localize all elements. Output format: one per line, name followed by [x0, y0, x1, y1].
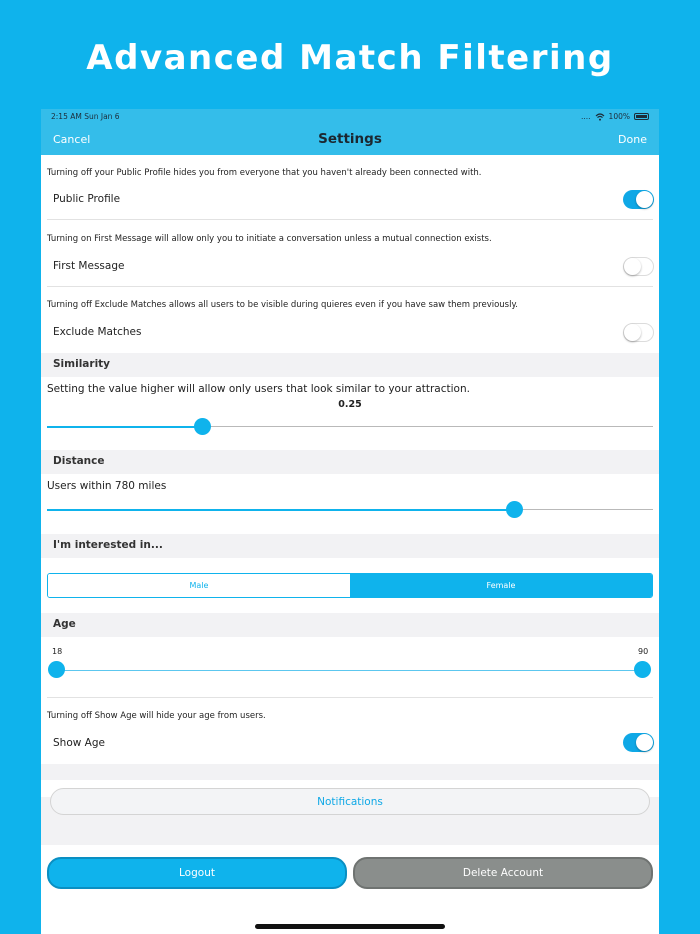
status-right	[581, 112, 649, 121]
divider	[47, 219, 653, 220]
exclude-matches-description: Turning off Exclude Matches allows all users to be visible during quieres even if you have saw them previously.	[47, 300, 518, 310]
toggle-knob	[624, 324, 641, 341]
notifications-button[interactable]: Notifications	[50, 788, 650, 815]
show-age-description: Turning off Show Age will hide your age from users.	[47, 711, 266, 721]
interested-header: I'm interested in...	[53, 539, 163, 551]
spacer	[41, 823, 659, 845]
public-profile-toggle[interactable]	[623, 190, 654, 209]
spacer	[41, 845, 659, 855]
segment-female[interactable]: Female	[350, 574, 652, 597]
similarity-slider-thumb[interactable]	[194, 418, 211, 435]
age-header: Age	[53, 618, 76, 630]
age-min-thumb[interactable]	[48, 661, 65, 678]
status-time: 2:15 AM Sun Jan 6	[51, 112, 120, 121]
delete-account-button[interactable]: Delete Account	[353, 857, 653, 889]
spacer	[41, 764, 659, 780]
first-message-label: First Message	[53, 260, 125, 272]
gender-segmented-control	[47, 573, 653, 598]
similarity-description: Setting the value higher will allow only users that look similar to your attraction.	[47, 383, 470, 395]
wifi-icon	[595, 113, 605, 121]
show-age-toggle[interactable]	[623, 733, 654, 752]
interested-section-header	[41, 534, 659, 558]
first-message-description: Turning on First Message will allow only you to initiate a conversation unless a mutual connection exists.	[47, 234, 492, 244]
age-max-thumb[interactable]	[634, 661, 651, 678]
distance-slider-thumb[interactable]	[506, 501, 523, 518]
divider	[47, 697, 653, 698]
page-title: Settings	[318, 131, 382, 147]
done-button[interactable]: Done	[618, 133, 647, 146]
segment-male[interactable]: Male	[48, 574, 350, 597]
toggle-knob	[624, 258, 641, 275]
cancel-button[interactable]: Cancel	[53, 133, 91, 146]
distance-track	[515, 509, 653, 510]
toggle-knob	[636, 191, 653, 208]
age-min-label: 18	[52, 647, 63, 656]
settings-screen	[41, 109, 659, 934]
nav-bar	[41, 126, 659, 155]
similarity-section-header	[41, 353, 659, 377]
age-max-label: 90	[638, 647, 649, 656]
logout-button[interactable]: Logout	[47, 857, 347, 889]
similarity-track	[202, 426, 653, 427]
spacer	[41, 558, 659, 568]
public-profile-label: Public Profile	[53, 193, 121, 205]
distance-header: Distance	[53, 455, 105, 467]
first-message-toggle[interactable]	[623, 257, 654, 276]
headline: Advanced Match Filtering	[86, 38, 614, 78]
signal-dots: ....	[581, 112, 591, 121]
age-range-track	[57, 670, 643, 671]
show-age-label: Show Age	[53, 737, 105, 749]
divider	[47, 286, 653, 287]
toggle-knob	[636, 734, 653, 751]
exclude-matches-toggle[interactable]	[623, 323, 654, 342]
similarity-value: 0.25	[338, 399, 362, 410]
battery-percent: 100%	[608, 112, 630, 121]
public-profile-description: Turning off your Public Profile hides you from everyone that you haven't already been connected with.	[47, 168, 482, 178]
exclude-matches-label: Exclude Matches	[53, 326, 142, 338]
distance-section-header	[41, 450, 659, 474]
battery-icon	[634, 113, 649, 120]
distance-track-filled	[47, 509, 515, 511]
home-indicator	[255, 924, 445, 929]
similarity-track-filled	[47, 426, 202, 428]
distance-label: Users within 780 miles	[47, 480, 167, 492]
similarity-header: Similarity	[53, 358, 111, 370]
status-bar	[41, 109, 659, 126]
age-section-header	[41, 613, 659, 637]
